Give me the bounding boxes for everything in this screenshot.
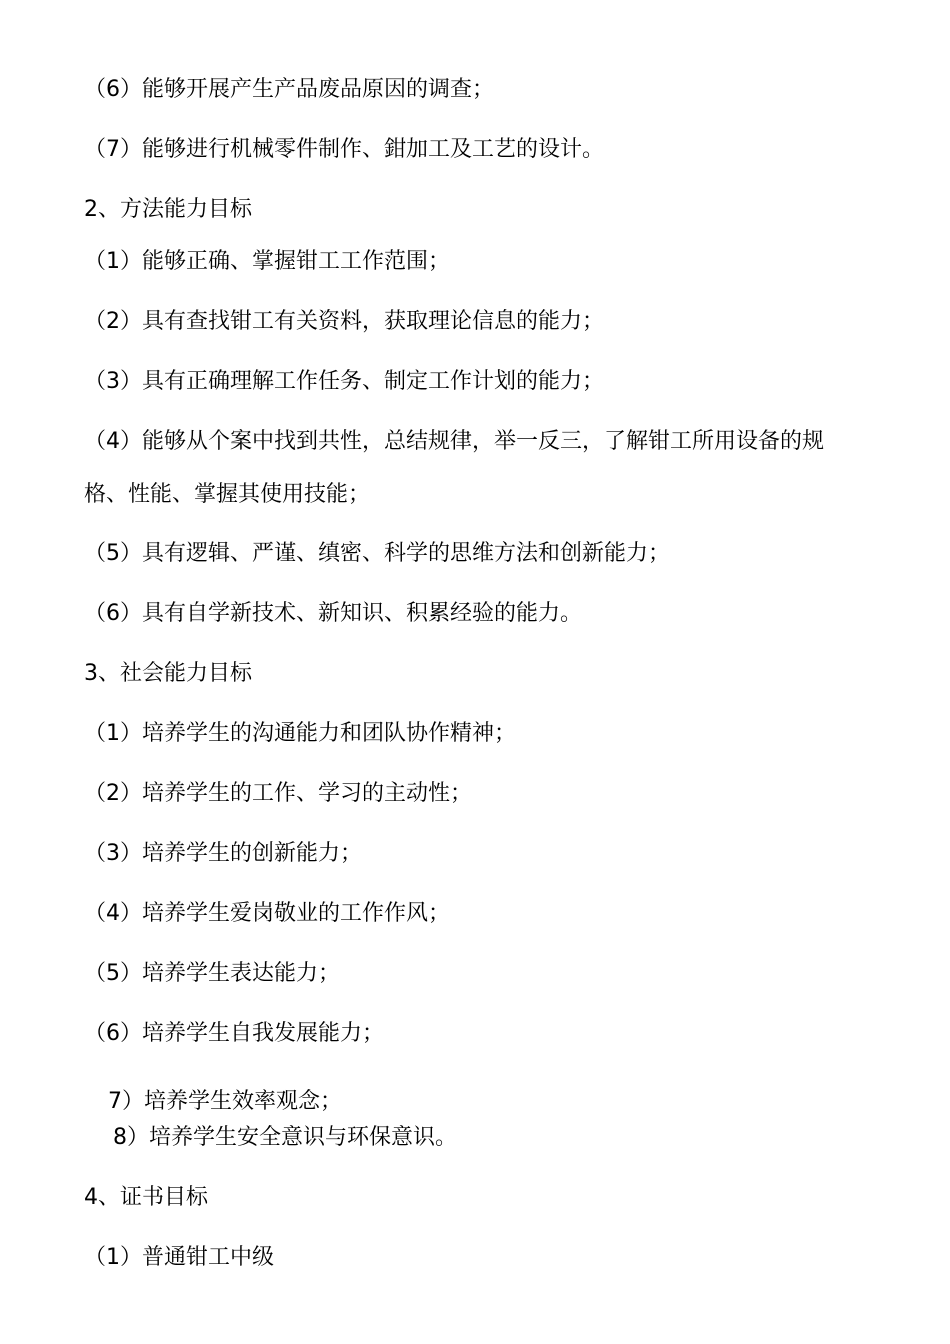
text-line: （1）培养学生的沟通能力和团队协作精神； — [84, 721, 516, 746]
text-line: （1）能够正确、掌握钳工工作范围； — [84, 249, 450, 274]
text-line: （6）培养学生自我发展能力； — [84, 1021, 384, 1046]
text-line: 7）培养学生效率观念； — [108, 1089, 342, 1114]
section-heading: 3、社会能力目标 — [84, 661, 252, 686]
section-heading: 2、方法能力目标 — [84, 197, 252, 222]
text-line: （6）能够开展产生产品废品原因的调查； — [84, 77, 494, 102]
text-line: （7）能够进行机械零件制作、鉗加工及工艺的设计。 — [84, 137, 604, 162]
text-line: 8）培养学生安全意识与环保意识。 — [113, 1125, 457, 1150]
text-line: （2）培养学生的工作、学习的主动性； — [84, 781, 472, 806]
text-line: （3）具有正确理解工作任务、制定工作计划的能力； — [84, 369, 604, 394]
text-line: （5）具有逻辑、严谨、缜密、科学的思维方法和创新能力； — [84, 541, 670, 566]
text-line: （5）培养学生表达能力； — [84, 961, 340, 986]
text-line: （6）具有自学新技术、新知识、积累经验的能力。 — [84, 601, 582, 626]
text-line: （4）培养学生爱岗敬业的工作作风； — [84, 901, 450, 926]
text-line: 格、性能、掌握其使用技能； — [84, 482, 371, 507]
text-line: （2）具有查找钳工有关资料，获取理论信息的能力； — [84, 309, 604, 334]
text-line: （1）普通钳工中级 — [84, 1245, 274, 1270]
text-line: （3）培养学生的创新能力； — [84, 841, 362, 866]
section-heading: 4、证书目标 — [84, 1185, 208, 1210]
text-line: （4）能够从个案中找到共性，总结规律，举一反三，了解钳工所用设备的规 — [84, 429, 824, 454]
